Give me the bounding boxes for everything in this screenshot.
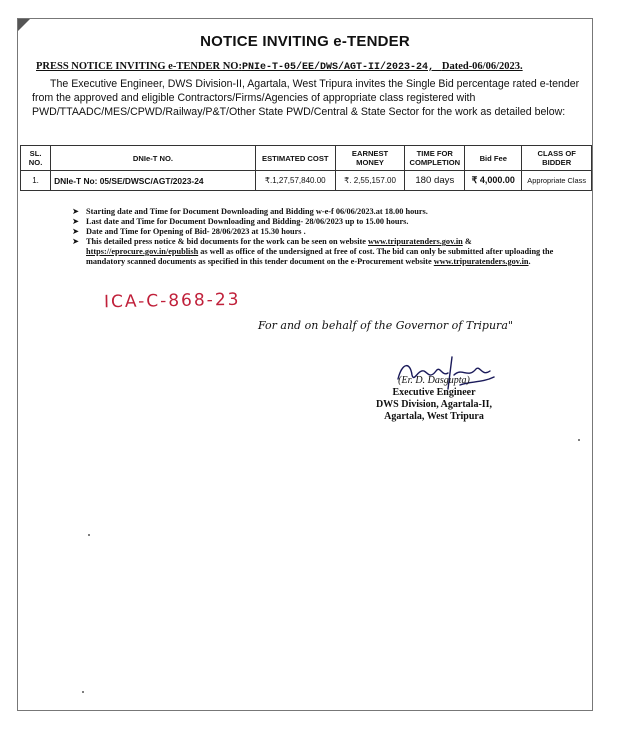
intro-paragraph: The Executive Engineer, DWS Division-II, Agartala, West Tripura invites the Single Bid percentage rated e-tender from the approved and eligible Contractors/Firms/Agencies of appropriate class registered with PWD/TTAADC/MES/CPWD/Railway/P&T/Other State PWD/Central & State Sector for the work as detailed below: xyxy=(32,78,580,118)
header-earnest-money: EARNEST MONEY xyxy=(335,146,405,171)
signatory-designation: Executive Engineer xyxy=(392,387,476,398)
list-item xyxy=(72,207,572,217)
signatory-name: (Er. D. Dasgupta) xyxy=(398,375,470,386)
bullet-text: This detailed press notice & bid documents for the work can be seen on website xyxy=(86,237,369,246)
header-bid-fee: Bid Fee xyxy=(465,146,522,171)
eprocure-link[interactable]: https://eprocure.gov.in/epublish xyxy=(86,247,199,256)
bullet-text: & xyxy=(462,237,472,246)
header-class-of-bidder: CLASS OF BIDDER xyxy=(522,146,592,171)
signatory-location: Agartala, West Tripura xyxy=(384,411,484,422)
cell-sl-no: 1. xyxy=(21,171,51,191)
notice-title: NOTICE INVITING e-TENDER xyxy=(200,33,410,50)
cell-time-for-completion: 180 days xyxy=(405,171,465,191)
bullet-text: Date and Time for Opening of Bid- 28/06/2023 at 15.30 hours . xyxy=(86,227,306,236)
table-header-row xyxy=(21,146,592,171)
press-prefix: PRESS NOTICE INVITING e-TENDER NO: xyxy=(36,61,242,72)
header-time-for-completion: TIME FOR COMPLETION xyxy=(405,146,465,171)
cell-dnit-no: DNIe-T No: 05/SE/DWSC/AGT/2023-24 xyxy=(51,171,256,191)
handwritten-reference: ICA-C-868-23 xyxy=(103,289,241,313)
cell-earnest-money: ₹. 2,55,157.00 xyxy=(335,171,405,191)
tripuratenders-link[interactable]: www.tripuratenders.gov.in xyxy=(433,257,529,266)
speck xyxy=(82,691,84,693)
speck xyxy=(578,439,580,441)
bullet-text: . xyxy=(528,257,531,266)
arrow-bullet-icon: ➤ xyxy=(72,207,79,216)
arrow-bullet-icon: ➤ xyxy=(72,227,79,236)
behalf-line: For and on behalf of the Governor of Tripura" xyxy=(258,319,513,332)
tender-table xyxy=(20,145,592,191)
cell-class-of-bidder: Appropriate Class xyxy=(522,171,592,191)
speck xyxy=(88,534,90,536)
arrow-bullet-icon: ➤ xyxy=(72,217,79,226)
header-dnit-no: DNIe-T NO. xyxy=(51,146,256,171)
list-item xyxy=(72,217,572,227)
header-sl-no: SL. NO. xyxy=(21,146,51,171)
press-dated: Dated-06/06/2023. xyxy=(441,61,523,72)
list-item xyxy=(72,237,572,267)
bullet-text: Last date and Time for Document Downloading and Bidding- 28/06/2023 up to 15.00 hours. xyxy=(86,217,409,226)
cell-bid-fee: ₹ 4,000.00 xyxy=(465,171,522,191)
notice-sheet xyxy=(17,18,593,711)
arrow-bullet-icon: ➤ xyxy=(72,237,79,246)
press-notice-line xyxy=(36,61,523,73)
press-number: PNIe-T-05/EE/DWS/AGT-II/2023-24, xyxy=(241,62,434,73)
header-estimated-cost: ESTIMATED COST xyxy=(255,146,335,171)
signatory-block xyxy=(344,375,524,423)
bullet-text: Starting date and Time for Document Downloading and Bidding w-e-f 06/06/2023.at 18.00 hours. xyxy=(86,207,428,216)
list-item xyxy=(72,227,572,237)
bullet-text: as well as office of the undersigned at free of cost. The bid can only be submitted after uploading the mandatory scanned documents as specified in this tender document on the e-Procurement website xyxy=(86,247,554,266)
cell-estimated-cost: ₹.1,27,57,840.00 xyxy=(255,171,335,191)
schedule-list xyxy=(72,207,572,267)
page-corner xyxy=(18,19,30,31)
table-row xyxy=(21,171,592,191)
signatory-division: DWS Division, Agartala-II, xyxy=(375,399,493,410)
tripuratenders-link[interactable]: www.tripuratenders.gov.in xyxy=(368,237,463,246)
